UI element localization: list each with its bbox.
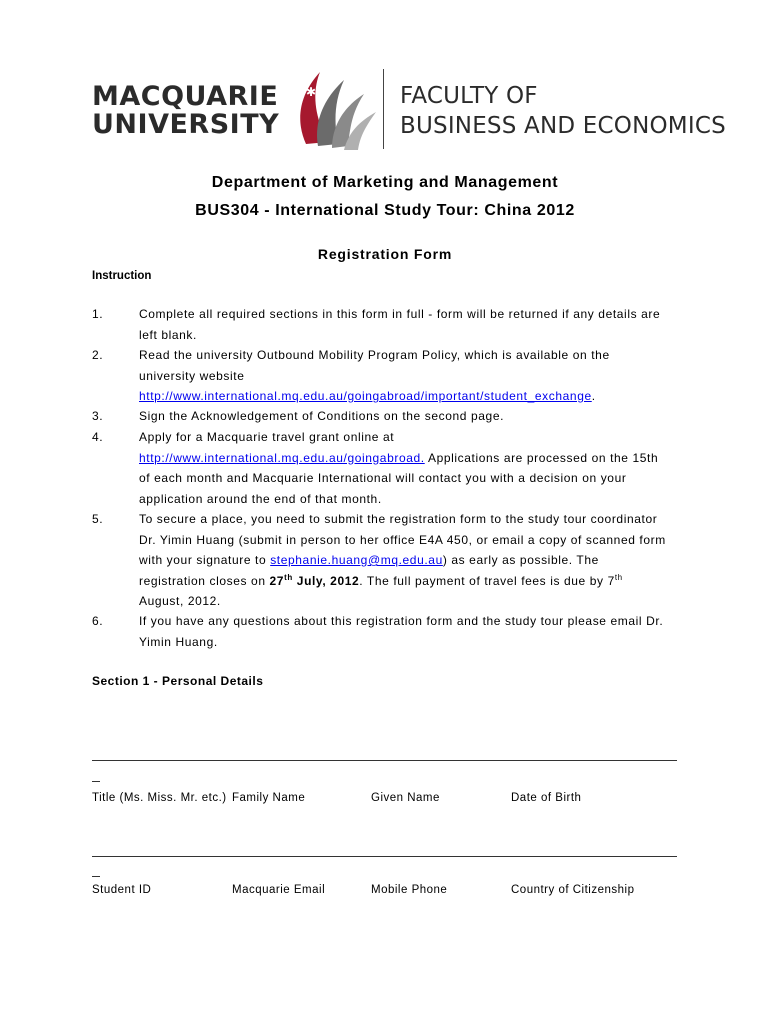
item-text: Apply for a Macquarie travel grant online at http://www.international.mq.edu.au/goingabroad. Applications are processed on the 15th of each month and Macquarie International will contact you with a decision on your application around the end of that month. — [139, 430, 659, 506]
form-line-dash — [92, 876, 100, 877]
department-title: Department of Marketing and Management — [211, 174, 559, 191]
family-name-label: Family Name — [232, 792, 306, 804]
student-id-label: Student ID — [92, 884, 152, 896]
item-number: 1. — [92, 307, 104, 321]
faculty-name-line1: FACULTY OF — [400, 83, 538, 109]
item-number: 5. — [92, 512, 104, 526]
form-line-dash — [92, 781, 100, 782]
student-exchange-link[interactable]: http://www.international.mq.edu.au/goingabroad/important/student_exchange — [139, 389, 592, 403]
form-title: Registration Form — [317, 246, 453, 262]
mobile-phone-label: Mobile Phone — [371, 884, 448, 896]
svg-text:✱: ✱ — [306, 85, 317, 99]
date-of-birth-label: Date of Birth — [511, 792, 582, 804]
item-text: If you have any questions about this registration form and the study tour please email Dr. Yimin Huang. — [139, 614, 664, 649]
item-number: 2. — [92, 348, 104, 362]
coordinator-email-link[interactable]: stephanie.huang@mq.edu.au — [270, 553, 443, 567]
section-1-heading: Section 1 - Personal Details — [92, 674, 264, 688]
form-line-row2[interactable] — [92, 856, 677, 857]
university-name-line2: UNIVERSITY — [92, 109, 280, 140]
faculty-name-line2: BUSINESS AND ECONOMICS — [400, 113, 726, 139]
item-text: Complete all required sections in this form in full - form will be returned if any details are left blank. — [139, 307, 661, 342]
title-label: Title (Ms. Miss. Mr. etc.) — [92, 792, 227, 804]
going-abroad-link[interactable]: http://www.international.mq.edu.au/goingabroad. — [139, 450, 425, 465]
item-number: 4. — [92, 430, 104, 444]
item-number: 3. — [92, 409, 104, 423]
form-line-row1[interactable] — [92, 760, 677, 761]
instruction-heading: Instruction — [92, 270, 152, 282]
university-name-line1: MACQUARIE — [92, 81, 279, 112]
given-name-label: Given Name — [371, 792, 440, 804]
item-text: Read the university Outbound Mobility Program Policy, which is available on the university website http://www.international.mq.edu.au/goingabroad/important/student_exchange. — [139, 348, 610, 403]
course-title: BUS304 - International Study Tour: China 2012 — [195, 202, 575, 219]
header-logo — [92, 64, 732, 154]
item-text: To secure a place, you need to submit the registration form to the study tour coordinator Dr. Yimin Huang (submit in person to her office E4A 450, or email a copy of scanned form with your signature to stephanie.huang@mq.edu.au) as early as possible. The registration closes on 27th July, 2012. The full payment of travel fees is due by 7th August, 2012. — [139, 512, 666, 608]
university-crest-icon — [288, 64, 378, 154]
macquarie-email-label: Macquarie Email — [232, 884, 326, 896]
logo-divider — [383, 69, 384, 149]
closing-date: 27th July, 2012 — [269, 572, 360, 588]
country-of-citizenship-label: Country of Citizenship — [511, 884, 635, 896]
item-text: Sign the Acknowledgement of Conditions on the second page. — [139, 409, 505, 423]
item-number: 6. — [92, 614, 104, 628]
